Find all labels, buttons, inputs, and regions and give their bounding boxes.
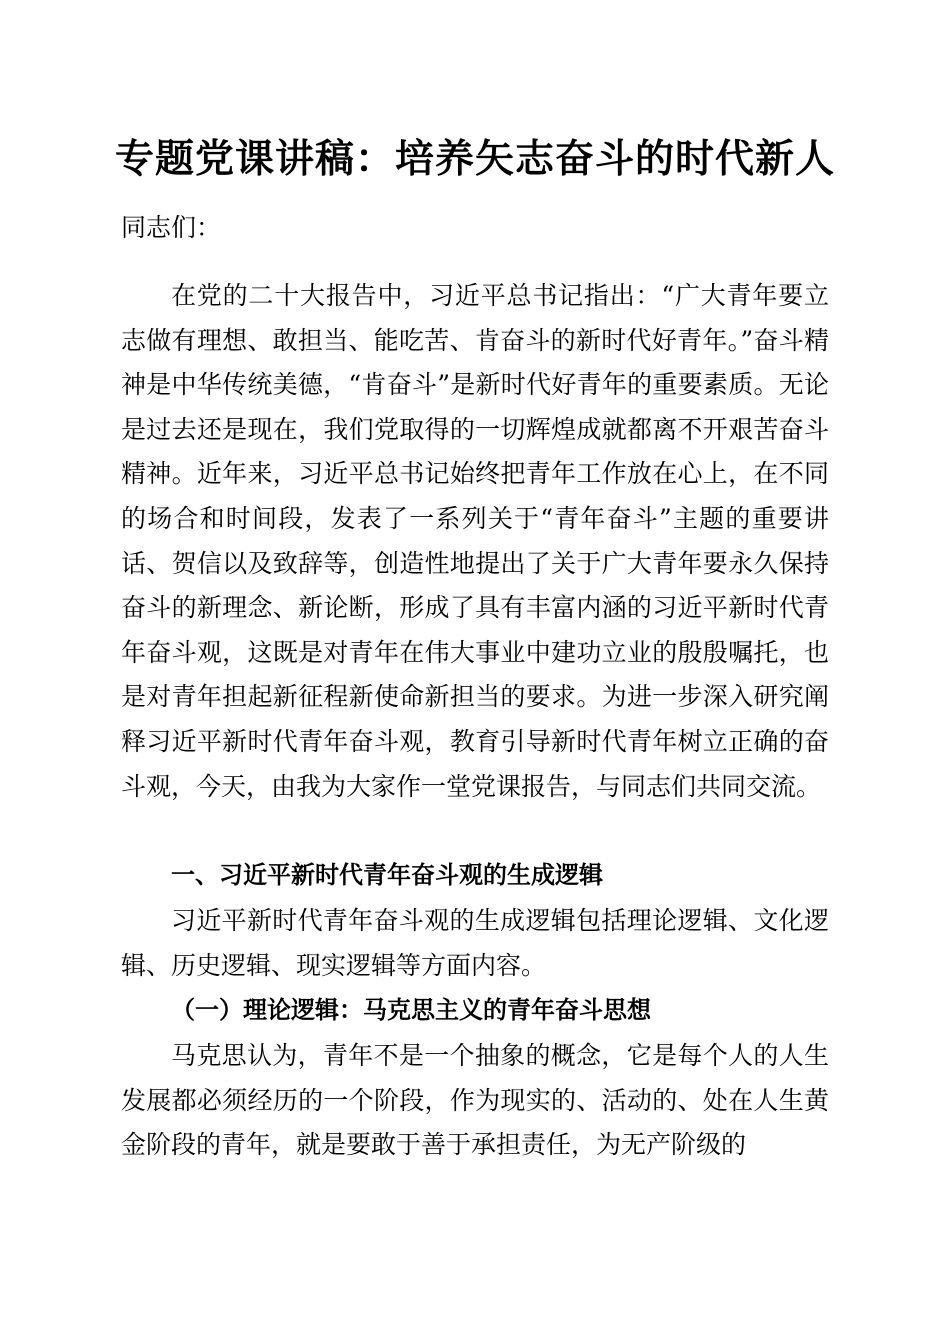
intro-paragraph: 在党的二十大报告中，习近平总书记指出：“广大青年要立志做有理想、敢担当、能吃苦、肯奋斗的新时代好青年。”奋斗精神是中华传统美德，“肯奋斗”是新时代好青年的重要素质。无论是过去还是现在，我们党取得的一切辉煌成就都离不开艰苦奋斗精神。近年来，习近平总书记始终把青年工作放在心上，在不同的场合和时间段，发表了一系列关于“青年奋斗”主题的重要讲话、贺信以及致辞等，创造性地提出了关于广大青年要永久保持奋斗的新理念、新论断，形成了具有丰富内涵的习近平新时代青年奋斗观，这既是对青年在伟大事业中建功立业的殷殷嘱托，也是对青年担起新征程新使命新担当的要求。为进一步深入研究阐释习近平新时代青年奋斗观，教育引导新时代青年树立正确的奋斗观，今天，由我为大家作一堂党课报告，与同志们共同交流。 bbox=[121, 281, 829, 801]
intro-block bbox=[121, 274, 829, 809]
subsection-1-block bbox=[121, 1034, 829, 1168]
subsection-1-paragraph: 马克思认为，青年不是一个抽象的概念，它是每个人的人生发展都必须经历的一个阶段，作为现实的、活动的、处在人生黄金阶段的青年，就是要敢于善于承担责任，为无产阶级的 bbox=[121, 1041, 829, 1160]
subsection-1-heading: （一）理论逻辑：马克思主义的青年奋斗思想 bbox=[171, 995, 651, 1024]
salutation: 同志们： bbox=[121, 213, 222, 242]
section-1-heading: 一、习近平新时代青年奋斗观的生成逻辑 bbox=[171, 861, 603, 889]
document-title: 专题党课讲稿：培养矢志奋斗的时代新人 bbox=[114, 136, 835, 182]
section-1-block bbox=[121, 899, 829, 988]
section-1-paragraph: 习近平新时代青年奋斗观的生成逻辑包括理论逻辑、文化逻辑、历史逻辑、现实逻辑等方面内容。 bbox=[121, 906, 829, 980]
